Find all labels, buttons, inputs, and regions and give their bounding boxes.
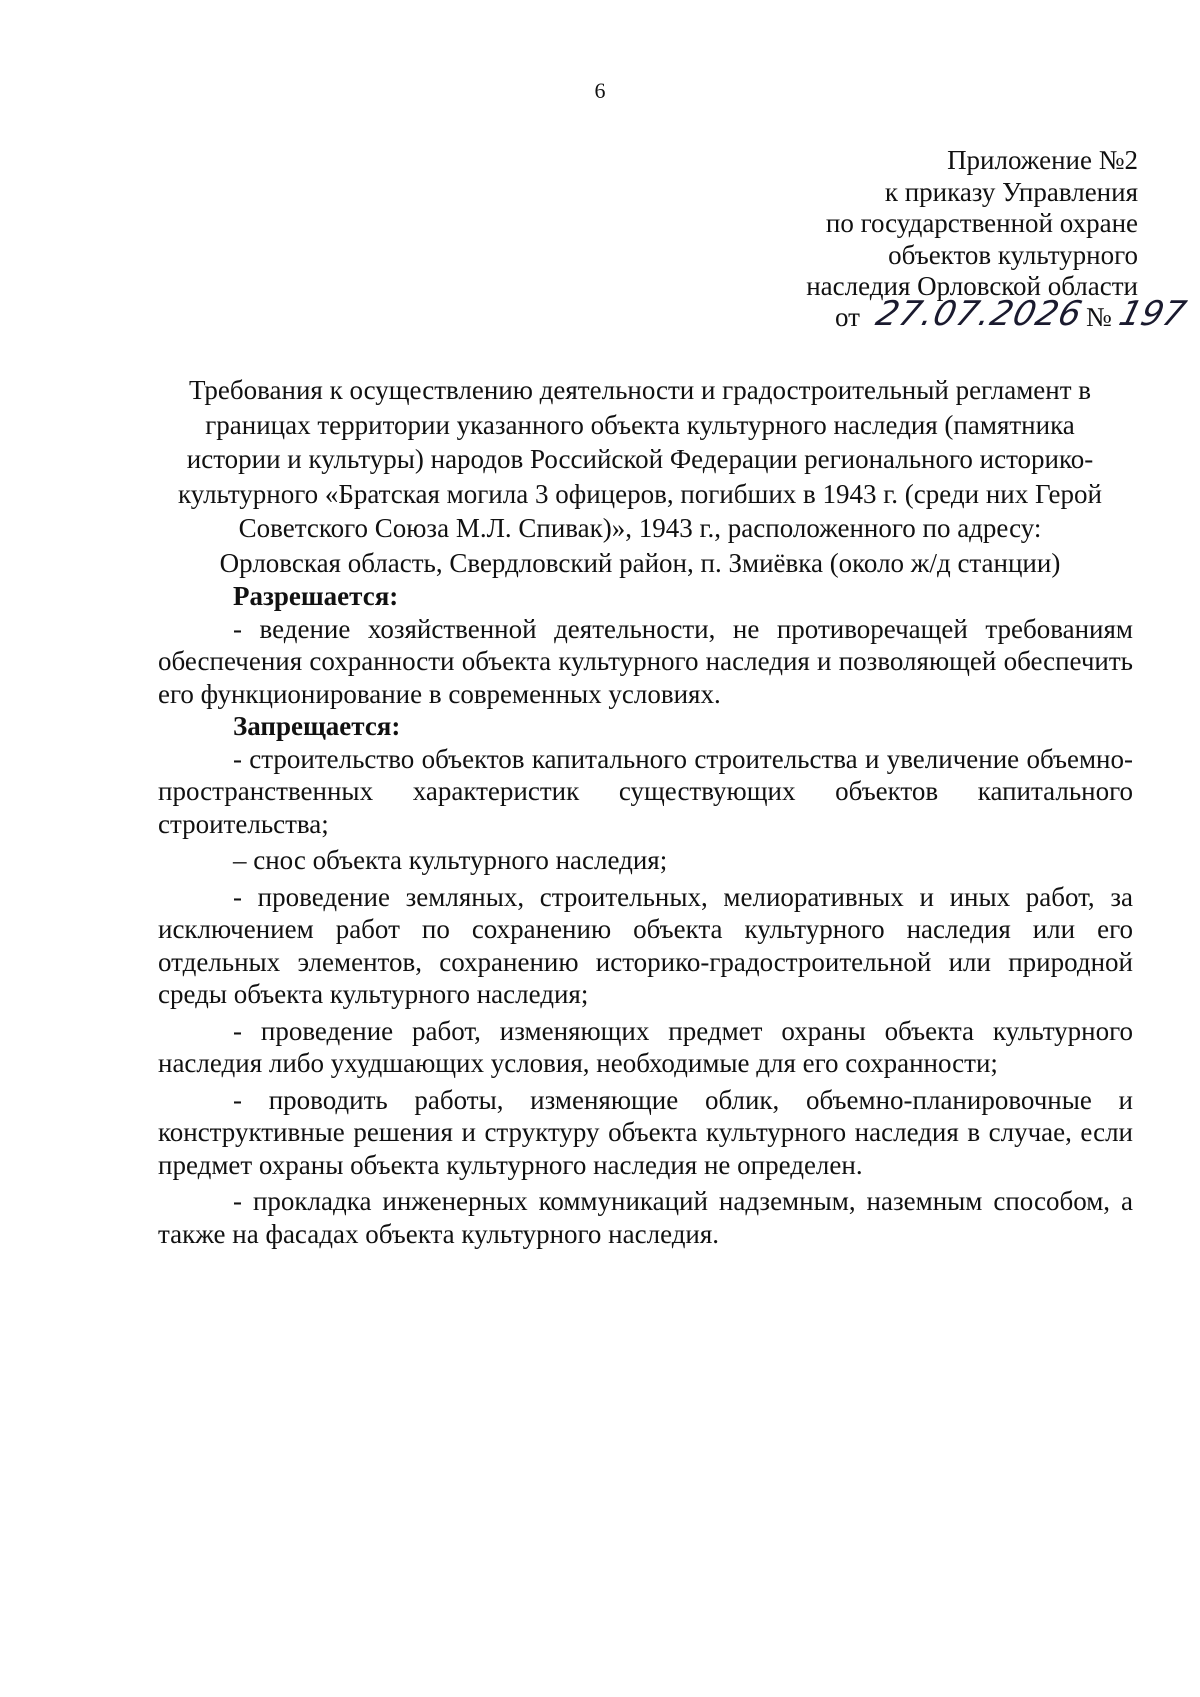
forbidden-item: - проводить работы, изменяющие облик, объемно-планировочные и конструктивные решения и структуру объекта культурного наследия в случае, если предмет охраны объекта культурного наследия не определен. xyxy=(158,1084,1133,1180)
title-line: границах территории указанного объекта культурного наследия (памятника xyxy=(205,409,1075,440)
appendix-line: наследия Орловской области xyxy=(806,271,1138,301)
appendix-line: к приказу Управления xyxy=(884,176,1138,207)
number-sign: № xyxy=(1086,302,1112,332)
page-number: 6 xyxy=(594,78,606,103)
handwritten-number: 197 xyxy=(1115,294,1190,334)
appendix-line: Приложение №2 xyxy=(947,145,1138,175)
title-line: культурного «Братская могила 3 офицеров, погибших в 1943 г. (среди них Герой xyxy=(178,478,1102,509)
handwritten-date: 27.07.2026 xyxy=(872,294,1087,334)
appendix-block xyxy=(618,145,1138,303)
title-line: истории и культуры) народов Российской Федерации регионального историко- xyxy=(186,444,1094,474)
forbidden-item: - прокладка инженерных коммуникаций надземным, наземным способом, а также на фасадах объекта культурного наследия. xyxy=(158,1186,1133,1249)
document-body xyxy=(158,580,1133,1250)
allowed-item: - ведение хозяйственной деятельности, не противоречащей требованиям обеспечения сохранности объекта культурного наследия и позволяющей обеспечить его функционирование в современных условиях. xyxy=(158,613,1133,709)
allowed-heading: Разрешается: xyxy=(233,581,399,611)
appendix-line: по государственной охране xyxy=(825,208,1138,238)
forbidden-item: - проведение земляных, строительных, мелиоративных и иных работ, за исключением работ по сохранению объекта культурного наследия или его отдельных элементов, сохранению историко-градостроительной или природной среды объекта культурного наследия; xyxy=(158,881,1133,1009)
appendix-line: объектов культурного xyxy=(888,239,1138,270)
forbidden-item: - проведение работ, изменяющих предмет охраны объекта культурного наследия либо ухудшающих условия, необходимые для его сохранности; xyxy=(158,1015,1133,1078)
date-prefix: от xyxy=(835,302,860,332)
forbidden-heading: Запрещается: xyxy=(233,711,401,741)
document-title xyxy=(150,373,1130,580)
forbidden-item: - строительство объектов капитального строительства и увеличение объемно-пространственных характеристик существующих объектов капитального строительства; xyxy=(158,743,1133,839)
title-line: Советского Союза М.Л. Спивак)», 1943 г., расположенного по адресу: xyxy=(238,513,1042,543)
title-line: Требования к осуществлению деятельности и градостроительный регламент в xyxy=(188,375,1092,405)
order-date-number xyxy=(835,294,1190,340)
title-line: Орловская область, Свердловский район, п. Змиёвка (около ж/д станции) xyxy=(219,547,1061,578)
forbidden-item: – снос объекта культурного наследия; xyxy=(233,845,668,875)
